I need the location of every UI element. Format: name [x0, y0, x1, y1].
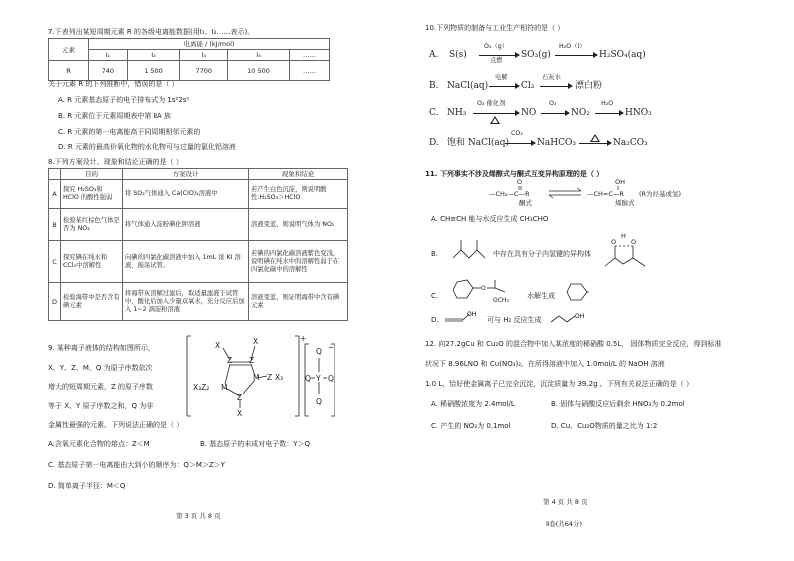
- q8-design: 将气体通入淀粉碘化钾溶液: [123, 209, 249, 241]
- svg-text:OH: OH: [615, 178, 626, 186]
- q7-group-header: 电离能 / (kJ/mol): [89, 39, 330, 50]
- q8-header: 目的: [61, 169, 123, 180]
- atom-label: M: [253, 373, 260, 382]
- q10-d-cond-top: CO₂: [511, 130, 523, 137]
- arrowhead: [619, 110, 624, 116]
- q10-c-cond2-top: O₂: [549, 100, 557, 107]
- keto-enol-equilibrium: [489, 178, 709, 208]
- q7-cell: 1 500: [127, 61, 180, 81]
- q10-c-s1: NH₃: [447, 108, 467, 118]
- q7-cell: 10 500: [228, 61, 290, 81]
- q10-b-s3: 漂白粉: [575, 81, 603, 91]
- q7-option-b: B. R 元素位于元素周期表中第 ⅡA 族: [58, 112, 172, 120]
- svg-text:H: H: [621, 232, 626, 240]
- svg-text:OH: OH: [575, 313, 585, 320]
- q12-line: 1.0 L，恰好使金属离子已完全沉淀，沉淀质量为 39.2g 。下列有关说法正确的是（ ）: [425, 380, 693, 388]
- propargyl-alcohol-structure: [443, 310, 477, 324]
- atom-label: Z: [249, 356, 255, 365]
- arrowhead: [515, 83, 520, 89]
- atom-label: X₃: [275, 373, 284, 382]
- q8-row: [49, 283, 348, 321]
- q11-title: 11. 下列事实不涉及烯醇式与酮式互变异构原理的是（ ）: [425, 170, 604, 178]
- q7-cell: ……: [289, 61, 329, 81]
- q9-option-c: C. 基态原子第一电离能由大到小的顺序为：Q＞M＞Z＞Y: [48, 461, 225, 469]
- q7-col: I₂: [127, 50, 180, 61]
- q7-col: ……: [289, 50, 329, 61]
- q10-c-s4: HNO₃: [625, 108, 652, 118]
- arrow: [505, 143, 533, 144]
- arrowhead: [593, 52, 598, 58]
- q9-line: 9. 某种离子液体的结构如图所示，: [48, 344, 155, 352]
- q8-row-label: B: [49, 209, 61, 241]
- atom-label: X: [237, 409, 243, 418]
- arrowhead: [607, 140, 612, 146]
- q8-header: [49, 169, 61, 180]
- q8-row: [49, 241, 348, 283]
- atom-label: X₃Z₂: [193, 383, 210, 392]
- r-note: (R为烃基或氢): [639, 190, 682, 198]
- q8-result: 若产生白色沉淀，则说明酸性:H₂SO₃＞HClO: [249, 180, 348, 209]
- q9-option-a: A.含氧元素化合物的熔点：Z＜M: [48, 440, 150, 448]
- q12-option-d: D. Cu、Cu₂O物质的量之比为 1:2: [551, 422, 658, 430]
- ionic-liquid-structure: [185, 332, 335, 420]
- q10-a-s1: S(s): [449, 50, 467, 60]
- cyclohexanone-structure: [565, 280, 589, 304]
- q8-design: 将 SO₂气体通入 Ca(ClO)₂溶液中: [123, 180, 249, 209]
- enol-label: 烯醇式: [615, 199, 635, 207]
- q12-line: 状况下 8.96LNO 和 Cu(NO₃)₂。在所得溶液中加入 1.0mol/L 的 NaOH 溶液: [425, 360, 665, 368]
- arrowhead: [565, 110, 570, 116]
- atom-label: Q: [328, 374, 334, 383]
- diketone-structure: [451, 236, 487, 264]
- atom-label: Z: [237, 393, 243, 402]
- q7-col: I₁: [89, 50, 128, 61]
- q8-design: 向碘的四氯化碳溶液中加入 1mL 浓 KI 溶液，振荡试管。: [123, 241, 249, 283]
- q10-a-cond-bot: 点燃: [490, 57, 503, 64]
- q10-b-s2: Cl₂: [521, 81, 535, 91]
- q10-d-label: D.: [429, 138, 439, 148]
- q11-option-b-text: 中存在具有分子内氢键的异构体: [493, 250, 591, 258]
- q8-row: [49, 209, 348, 241]
- q7-option-a: A. R 元素基态原子的电子排布式为 1s²2s²: [58, 96, 190, 104]
- page-footer: 第 4 页 共 8 页: [543, 498, 588, 506]
- q12-option-c: C. 产生的 NO₃为 0.1mol: [431, 422, 511, 430]
- q8-design: 将海带灰溶解过滤后，取适量滤液于试管中，酸化后加入少量双氧水，充分反应后加入 1~2 滴淀粉溶液: [123, 283, 249, 321]
- heat-triangle-icon: [590, 134, 600, 142]
- charge-label: +: [300, 334, 307, 343]
- q8-purpose: 探究碘在纯水和 CCl₄中溶解性: [61, 241, 123, 283]
- atom-label: M: [221, 383, 228, 392]
- q10-d-s2: NaHCO₃: [537, 138, 576, 148]
- q10-c-s2: NO: [521, 108, 537, 118]
- q8-purpose: 检验海带中是否含有碘元素: [61, 283, 123, 321]
- q11-option-a: A. CH≡CH 能与水反应生成 CH₃CHO: [431, 215, 549, 223]
- q8-purpose: 探究 H₂SO₃和 HClO 的酸性强弱: [61, 180, 123, 209]
- q10-b-label: B.: [429, 81, 439, 91]
- q10-c-label: C.: [429, 108, 439, 118]
- arrow: [489, 86, 517, 87]
- q12-line: 12. 向27.2gCu 和 Cu₂O 的混合物中加入某浓度的稀硝酸 0.5L， 固体物质完全反应，得到标准: [425, 340, 722, 348]
- q10-a-cond2-top: H₂O（l）: [559, 43, 586, 50]
- q7-cell: 7700: [180, 61, 228, 81]
- atom-label: Z: [267, 373, 273, 382]
- q10-c-cond3-top: H₂O: [601, 100, 614, 107]
- q8-result: 若碘的四氯化碳溶液紫色变浅，说明碘在纯水中的溶解性弱于在四氯化碳中的溶解性: [249, 241, 348, 283]
- q10-b-cond-top: 电解: [495, 74, 508, 81]
- q10-c-s3: NO₂: [571, 108, 590, 118]
- svg-text:O: O: [481, 285, 486, 292]
- q10-a-s3: H₂SO₄(aq): [599, 50, 646, 60]
- atom-label: X: [253, 337, 259, 346]
- svg-text:O: O: [517, 178, 523, 186]
- q10-title: 10.下列物质的制备与工业生产相符的是（ ）: [425, 24, 565, 32]
- q10-d-s3: Na₂CO₃: [613, 138, 648, 148]
- page-footer: 第 3 页 共 8 页: [176, 512, 221, 520]
- atom-label: Q: [316, 397, 322, 406]
- q10-a-cond-top: O₂（g）: [484, 43, 509, 50]
- q7-table: [48, 38, 330, 81]
- q7-option-c: C. R 元素的第一电离能高于同周期相邻元素的: [58, 128, 201, 136]
- q12-option-b: B. 固体与硝酸反应后剩余 HNO₃为 0.2mol: [551, 400, 685, 408]
- q9-line: 增大的短周期元素，Z 的原子序数: [48, 383, 154, 391]
- q8-result: 溶液变蓝，则说明气体为 NO₂: [249, 209, 348, 241]
- atom-label: Q: [305, 374, 311, 383]
- q7-title: 7.下表列出某短周期元素 R 的各级电离能数据(用I₁、I₂……表示)。: [48, 28, 255, 36]
- q7-col: I₃: [180, 50, 228, 61]
- svg-text:—CH=C—R: —CH=C—R: [587, 190, 624, 198]
- cation-bracket-right: [295, 336, 299, 416]
- q7-stem: 关于元素 R 的下列推断中，错误的是（ ）: [48, 80, 179, 88]
- q9-line: 金属性最强的元素。下列说法正确的是（ ）: [48, 421, 184, 429]
- arrowhead: [515, 110, 520, 116]
- atom-label: X: [215, 341, 221, 350]
- svg-text:O: O: [611, 238, 617, 246]
- q8-row-label: A: [49, 180, 61, 209]
- q10-c-cond-top: O₂ 催化剂: [477, 100, 506, 107]
- atom-label: Y: [316, 374, 321, 383]
- svg-text:OCH₃: OCH₃: [493, 297, 509, 304]
- q8-row-label: C: [49, 241, 61, 283]
- arrow: [595, 113, 621, 114]
- q7-option-d: D. R 元素的最高价氧化物的水化物可与过量的氯化铝溶液: [58, 143, 236, 151]
- enol-hbond-structure: [601, 228, 659, 272]
- q12-option-a: A. 稀硝酸浓度为 2.4mol/L: [431, 400, 515, 408]
- arrowhead: [568, 83, 573, 89]
- svg-text:—CH₂—C—R: —CH₂—C—R: [489, 190, 530, 198]
- keto-label: 酮式: [519, 199, 532, 207]
- q8-purpose: 检验某红棕色气体是否为 NO₂: [61, 209, 123, 241]
- arrow: [555, 55, 595, 56]
- section-heading: Ⅱ卷(共64分): [546, 520, 583, 528]
- atom-label: Q: [316, 347, 322, 356]
- q8-header: 现象和结论: [249, 169, 348, 180]
- charge-label: −: [328, 343, 335, 352]
- arrow: [540, 86, 570, 87]
- enol-ester-structure: [451, 278, 511, 304]
- q9-line: X、Y、Z、M、Q 为原子序数依次: [48, 364, 153, 372]
- cation-bracket-left: [187, 336, 191, 416]
- heat-triangle-icon: [490, 116, 500, 124]
- arrowhead: [515, 52, 520, 58]
- q10-a-s2: SO₃(g): [521, 50, 551, 60]
- q8-header: 方案设计: [123, 169, 249, 180]
- arrow: [479, 55, 517, 56]
- q8-table: [48, 168, 348, 321]
- arrow: [579, 143, 609, 144]
- q7-row-label: R: [49, 61, 89, 81]
- q11-option-c-text: 水解生成: [527, 292, 555, 300]
- svg-text:OH: OH: [467, 311, 477, 318]
- q8-row-label: D: [49, 283, 61, 321]
- q11-option-c-label: C.: [431, 292, 439, 300]
- q10-d-s1: 饱和 NaCl(aq): [447, 138, 510, 148]
- arrowhead: [531, 140, 536, 146]
- right-page: [397, 0, 794, 561]
- arrow: [473, 113, 517, 114]
- q11-option-b-label: B.: [431, 250, 439, 258]
- q8-result: 溶液变蓝，则证明海带中含有碘元素: [249, 283, 348, 321]
- atom-label: Z: [227, 356, 233, 365]
- q9-option-b: B. 基态原子的未成对电子数：Y＞Q: [200, 440, 311, 448]
- q7-corner: 元素: [49, 39, 89, 61]
- q8-title: 8.下列方案设计、现象和结论正确的是（ ）: [48, 158, 183, 166]
- q9-option-d: D. 简单离子半径：M＜Q: [48, 482, 126, 490]
- q8-row: [49, 180, 348, 209]
- q10-a-label: A.: [429, 50, 439, 60]
- arrow: [541, 113, 567, 114]
- svg-text:O: O: [631, 238, 637, 246]
- allyl-alcohol-structure: [549, 310, 589, 324]
- q10-b-cond2-top: 石灰水: [542, 74, 561, 81]
- q9-line: 等于 X、Y 原子序数之和，Q 为非: [48, 402, 154, 410]
- q11-option-d-label: D.: [431, 316, 439, 324]
- q7-cell: 740: [89, 61, 128, 81]
- q11-option-d-text: 可与 H₂ 反应生成: [487, 316, 542, 324]
- q7-col: I₄: [228, 50, 290, 61]
- q10-b-s1: NaCl(aq): [447, 81, 489, 91]
